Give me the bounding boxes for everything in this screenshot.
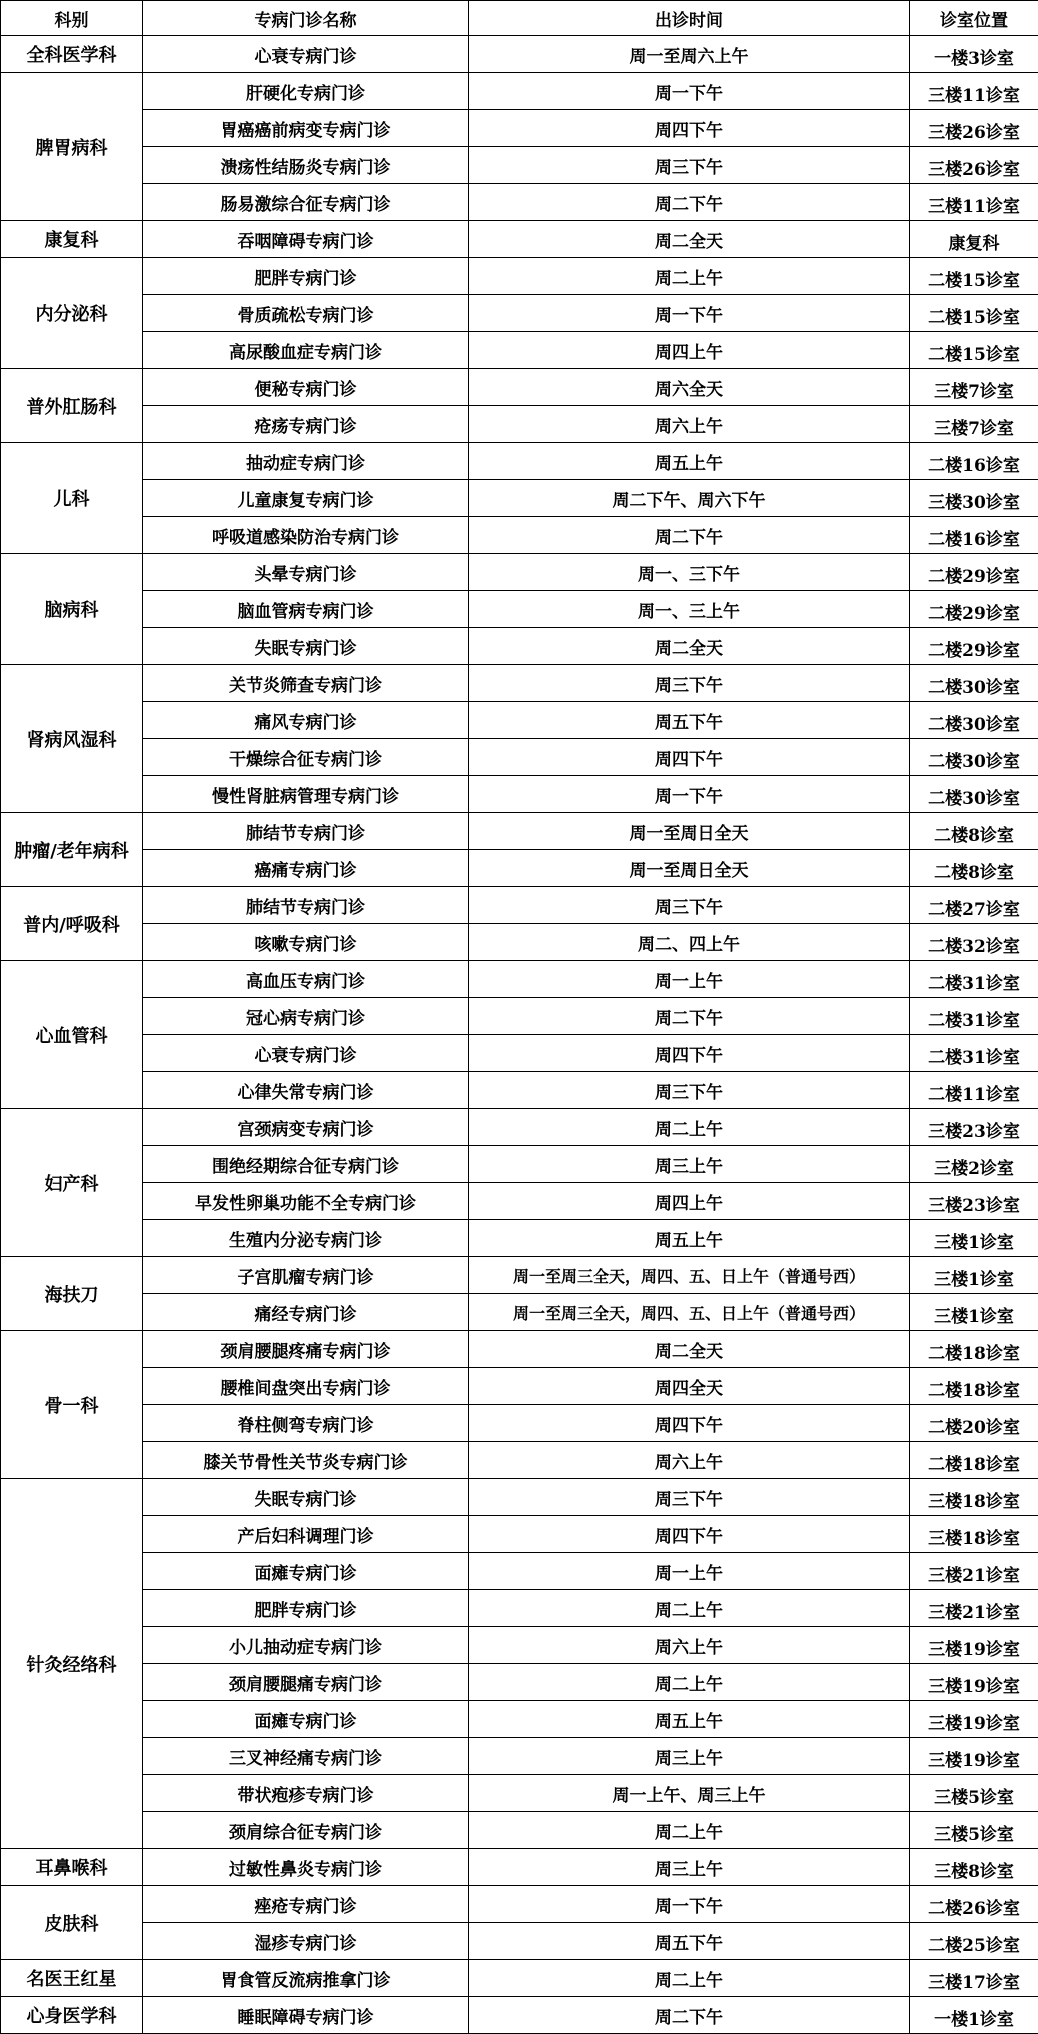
room-location-cell: 二楼26诊室 bbox=[910, 1886, 1038, 1923]
department-cell: 儿科 bbox=[1, 443, 143, 554]
clinic-name-cell: 疮疡专病门诊 bbox=[143, 406, 469, 443]
clinic-time-cell: 周四下午 bbox=[469, 1516, 910, 1553]
table-row bbox=[1, 1072, 1038, 1109]
clinic-time-cell: 周一至周日全天 bbox=[469, 813, 910, 850]
clinic-name-cell: 冠心病专病门诊 bbox=[143, 998, 469, 1035]
room-location-cell: 二楼31诊室 bbox=[910, 961, 1038, 998]
clinic-name-cell: 宫颈病变专病门诊 bbox=[143, 1109, 469, 1146]
room-location-cell: 三楼1诊室 bbox=[910, 1257, 1038, 1294]
department-cell: 普内/呼吸科 bbox=[1, 887, 143, 961]
clinic-time-cell: 周二上午 bbox=[469, 1590, 910, 1627]
room-location-cell: 三楼19诊室 bbox=[910, 1701, 1038, 1738]
clinic-name-cell: 痛风专病门诊 bbox=[143, 702, 469, 739]
clinic-time-cell: 周四全天 bbox=[469, 1368, 910, 1405]
clinic-name-cell: 肺结节专病门诊 bbox=[143, 887, 469, 924]
table-row bbox=[1, 295, 1038, 332]
department-cell: 骨一科 bbox=[1, 1331, 143, 1479]
table-row bbox=[1, 258, 1038, 295]
room-location-cell: 一楼3诊室 bbox=[910, 36, 1038, 73]
clinic-time-cell: 周二下午 bbox=[469, 184, 910, 221]
clinic-time-cell: 周三上午 bbox=[469, 1146, 910, 1183]
department-cell: 心身医学科 bbox=[1, 1997, 143, 2034]
table-row bbox=[1, 1590, 1038, 1627]
table-row bbox=[1, 369, 1038, 406]
header-clinic-time: 出诊时间 bbox=[469, 1, 910, 36]
clinic-time-cell: 周四下午 bbox=[469, 1035, 910, 1072]
room-location-cell: 二楼30诊室 bbox=[910, 702, 1038, 739]
clinic-time-cell: 周二上午 bbox=[469, 1109, 910, 1146]
table-row bbox=[1, 517, 1038, 554]
clinic-name-cell: 癌痛专病门诊 bbox=[143, 850, 469, 887]
clinic-time-cell: 周一下午 bbox=[469, 1886, 910, 1923]
room-location-cell: 康复科 bbox=[910, 221, 1038, 258]
department-cell: 针灸经络科 bbox=[1, 1479, 143, 1849]
clinic-name-cell: 小儿抽动症专病门诊 bbox=[143, 1627, 469, 1664]
header-department: 科别 bbox=[1, 1, 143, 36]
table-row bbox=[1, 1220, 1038, 1257]
clinic-name-cell: 肝硬化专病门诊 bbox=[143, 73, 469, 110]
clinic-name-cell: 胃癌癌前病变专病门诊 bbox=[143, 110, 469, 147]
clinic-time-cell: 周六上午 bbox=[469, 1442, 910, 1479]
clinic-name-cell: 失眠专病门诊 bbox=[143, 628, 469, 665]
room-location-cell: 二楼29诊室 bbox=[910, 554, 1038, 591]
clinic-name-cell: 产后妇科调理门诊 bbox=[143, 1516, 469, 1553]
department-cell: 康复科 bbox=[1, 221, 143, 258]
room-location-cell: 三楼5诊室 bbox=[910, 1812, 1038, 1849]
department-cell: 皮肤科 bbox=[1, 1886, 143, 1960]
clinic-name-cell: 三叉神经痛专病门诊 bbox=[143, 1738, 469, 1775]
table-row bbox=[1, 850, 1038, 887]
table-row bbox=[1, 1886, 1038, 1923]
department-cell: 海扶刀 bbox=[1, 1257, 143, 1331]
clinic-name-cell: 湿疹专病门诊 bbox=[143, 1923, 469, 1960]
room-location-cell: 三楼19诊室 bbox=[910, 1664, 1038, 1701]
room-location-cell: 二楼16诊室 bbox=[910, 517, 1038, 554]
header-row bbox=[1, 1, 1038, 36]
room-location-cell: 二楼18诊室 bbox=[910, 1331, 1038, 1368]
clinic-name-cell: 儿童康复专病门诊 bbox=[143, 480, 469, 517]
clinic-time-cell: 周二下午 bbox=[469, 998, 910, 1035]
room-location-cell: 三楼26诊室 bbox=[910, 147, 1038, 184]
clinic-time-cell: 周四下午 bbox=[469, 1405, 910, 1442]
table-row bbox=[1, 36, 1038, 73]
clinic-time-cell: 周一至周日全天 bbox=[469, 850, 910, 887]
table-row bbox=[1, 554, 1038, 591]
room-location-cell: 二楼8诊室 bbox=[910, 813, 1038, 850]
clinic-time-cell: 周一上午、周三上午 bbox=[469, 1775, 910, 1812]
table-row bbox=[1, 1553, 1038, 1590]
clinic-time-cell: 周一至周六上午 bbox=[469, 36, 910, 73]
clinic-time-cell: 周一上午 bbox=[469, 1553, 910, 1590]
clinic-time-cell: 周五上午 bbox=[469, 1701, 910, 1738]
clinic-name-cell: 腰椎间盘突出专病门诊 bbox=[143, 1368, 469, 1405]
clinic-name-cell: 心衰专病门诊 bbox=[143, 36, 469, 73]
clinic-time-cell: 周二全天 bbox=[469, 628, 910, 665]
clinic-name-cell: 过敏性鼻炎专病门诊 bbox=[143, 1849, 469, 1886]
clinic-time-cell: 周一下午 bbox=[469, 295, 910, 332]
clinic-name-cell: 膝关节骨性关节炎专病门诊 bbox=[143, 1442, 469, 1479]
table-row bbox=[1, 776, 1038, 813]
room-location-cell: 二楼30诊室 bbox=[910, 739, 1038, 776]
room-location-cell: 二楼18诊室 bbox=[910, 1368, 1038, 1405]
table-row bbox=[1, 1738, 1038, 1775]
department-cell: 名医王红星 bbox=[1, 1960, 143, 1997]
table-row bbox=[1, 480, 1038, 517]
room-location-cell: 二楼15诊室 bbox=[910, 258, 1038, 295]
clinic-time-cell: 周六全天 bbox=[469, 369, 910, 406]
table-row bbox=[1, 1664, 1038, 1701]
department-cell: 心血管科 bbox=[1, 961, 143, 1109]
clinic-time-cell: 周二全天 bbox=[469, 1331, 910, 1368]
department-cell: 肾病风湿科 bbox=[1, 665, 143, 813]
clinic-name-cell: 骨质疏松专病门诊 bbox=[143, 295, 469, 332]
clinic-time-cell: 周三下午 bbox=[469, 147, 910, 184]
room-location-cell: 三楼18诊室 bbox=[910, 1479, 1038, 1516]
clinic-name-cell: 头晕专病门诊 bbox=[143, 554, 469, 591]
clinic-time-cell: 周二下午 bbox=[469, 1997, 910, 2034]
clinic-time-cell: 周二上午 bbox=[469, 1812, 910, 1849]
table-row bbox=[1, 1109, 1038, 1146]
room-location-cell: 三楼1诊室 bbox=[910, 1220, 1038, 1257]
table-row bbox=[1, 1997, 1038, 2034]
department-cell: 脑病科 bbox=[1, 554, 143, 665]
table-row bbox=[1, 1146, 1038, 1183]
header-room-location: 诊室位置 bbox=[910, 1, 1038, 36]
room-location-cell: 二楼25诊室 bbox=[910, 1923, 1038, 1960]
table-row bbox=[1, 184, 1038, 221]
table-row bbox=[1, 443, 1038, 480]
table-row bbox=[1, 628, 1038, 665]
table-row bbox=[1, 1331, 1038, 1368]
clinic-time-cell: 周五下午 bbox=[469, 1923, 910, 1960]
table-row bbox=[1, 1442, 1038, 1479]
room-location-cell: 三楼19诊室 bbox=[910, 1627, 1038, 1664]
clinic-time-cell: 周二上午 bbox=[469, 1664, 910, 1701]
clinic-time-cell: 周一下午 bbox=[469, 776, 910, 813]
table-row bbox=[1, 813, 1038, 850]
clinic-name-cell: 高血压专病门诊 bbox=[143, 961, 469, 998]
clinic-name-cell: 早发性卵巢功能不全专病门诊 bbox=[143, 1183, 469, 1220]
room-location-cell: 二楼27诊室 bbox=[910, 887, 1038, 924]
clinic-name-cell: 肥胖专病门诊 bbox=[143, 1590, 469, 1627]
clinic-name-cell: 心衰专病门诊 bbox=[143, 1035, 469, 1072]
table-row bbox=[1, 887, 1038, 924]
clinic-time-cell: 周五上午 bbox=[469, 443, 910, 480]
room-location-cell: 二楼15诊室 bbox=[910, 295, 1038, 332]
clinic-time-cell: 周四上午 bbox=[469, 332, 910, 369]
table-row bbox=[1, 221, 1038, 258]
clinic-time-cell: 周三下午 bbox=[469, 887, 910, 924]
room-location-cell: 二楼29诊室 bbox=[910, 591, 1038, 628]
room-location-cell: 三楼23诊室 bbox=[910, 1109, 1038, 1146]
clinic-time-cell: 周四下午 bbox=[469, 110, 910, 147]
table-row bbox=[1, 998, 1038, 1035]
table-row bbox=[1, 110, 1038, 147]
table-row bbox=[1, 1849, 1038, 1886]
header-clinic-name: 专病门诊名称 bbox=[143, 1, 469, 36]
clinic-name-cell: 脑血管病专病门诊 bbox=[143, 591, 469, 628]
clinic-name-cell: 胃食管反流病推拿门诊 bbox=[143, 1960, 469, 1997]
clinic-name-cell: 脊柱侧弯专病门诊 bbox=[143, 1405, 469, 1442]
clinic-time-cell: 周二下午 bbox=[469, 517, 910, 554]
clinic-name-cell: 呼吸道感染防治专病门诊 bbox=[143, 517, 469, 554]
clinic-time-cell: 周二、四上午 bbox=[469, 924, 910, 961]
clinic-time-cell: 周三上午 bbox=[469, 1738, 910, 1775]
table-row bbox=[1, 73, 1038, 110]
room-location-cell: 三楼5诊室 bbox=[910, 1775, 1038, 1812]
department-cell: 内分泌科 bbox=[1, 258, 143, 369]
clinic-time-cell: 周五上午 bbox=[469, 1220, 910, 1257]
clinic-name-cell: 颈肩综合征专病门诊 bbox=[143, 1812, 469, 1849]
table-row bbox=[1, 406, 1038, 443]
table-row bbox=[1, 1035, 1038, 1072]
department-cell: 耳鼻喉科 bbox=[1, 1849, 143, 1886]
clinic-name-cell: 慢性肾脏病管理专病门诊 bbox=[143, 776, 469, 813]
department-cell: 全科医学科 bbox=[1, 36, 143, 73]
clinic-time-cell: 周四下午 bbox=[469, 739, 910, 776]
room-location-cell: 二楼11诊室 bbox=[910, 1072, 1038, 1109]
room-location-cell: 三楼23诊室 bbox=[910, 1183, 1038, 1220]
clinic-time-cell: 周二上午 bbox=[469, 1960, 910, 1997]
clinic-time-cell: 周三上午 bbox=[469, 1849, 910, 1886]
table-row bbox=[1, 739, 1038, 776]
clinic-name-cell: 面瘫专病门诊 bbox=[143, 1701, 469, 1738]
clinic-time-cell: 周六上午 bbox=[469, 1627, 910, 1664]
room-location-cell: 三楼8诊室 bbox=[910, 1849, 1038, 1886]
room-location-cell: 二楼8诊室 bbox=[910, 850, 1038, 887]
clinic-name-cell: 子宫肌瘤专病门诊 bbox=[143, 1257, 469, 1294]
clinic-name-cell: 痤疮专病门诊 bbox=[143, 1886, 469, 1923]
room-location-cell: 二楼32诊室 bbox=[910, 924, 1038, 961]
room-location-cell: 一楼1诊室 bbox=[910, 1997, 1038, 2034]
department-cell: 普外肛肠科 bbox=[1, 369, 143, 443]
table-row bbox=[1, 591, 1038, 628]
clinic-name-cell: 睡眠障碍专病门诊 bbox=[143, 1997, 469, 2034]
clinic-time-cell: 周五下午 bbox=[469, 702, 910, 739]
clinic-name-cell: 抽动症专病门诊 bbox=[143, 443, 469, 480]
clinic-name-cell: 吞咽障碍专病门诊 bbox=[143, 221, 469, 258]
room-location-cell: 二楼18诊室 bbox=[910, 1442, 1038, 1479]
clinic-name-cell: 面瘫专病门诊 bbox=[143, 1553, 469, 1590]
clinic-time-cell: 周四上午 bbox=[469, 1183, 910, 1220]
clinic-name-cell: 颈肩腰腿疼痛专病门诊 bbox=[143, 1331, 469, 1368]
room-location-cell: 二楼16诊室 bbox=[910, 443, 1038, 480]
table-row bbox=[1, 1960, 1038, 1997]
clinic-time-cell: 周一下午 bbox=[469, 73, 910, 110]
table-row bbox=[1, 1368, 1038, 1405]
table-row bbox=[1, 1479, 1038, 1516]
room-location-cell: 三楼21诊室 bbox=[910, 1553, 1038, 1590]
table-row bbox=[1, 1627, 1038, 1664]
clinic-time-cell: 周一上午 bbox=[469, 961, 910, 998]
room-location-cell: 三楼30诊室 bbox=[910, 480, 1038, 517]
table-row bbox=[1, 332, 1038, 369]
clinic-name-cell: 高尿酸血症专病门诊 bbox=[143, 332, 469, 369]
table-row bbox=[1, 961, 1038, 998]
room-location-cell: 三楼19诊室 bbox=[910, 1738, 1038, 1775]
room-location-cell: 二楼15诊室 bbox=[910, 332, 1038, 369]
table-row bbox=[1, 1405, 1038, 1442]
clinic-name-cell: 痛经专病门诊 bbox=[143, 1294, 469, 1331]
table-row bbox=[1, 1257, 1038, 1294]
clinic-time-cell: 周三下午 bbox=[469, 665, 910, 702]
clinic-time-cell: 周三下午 bbox=[469, 1479, 910, 1516]
room-location-cell: 三楼7诊室 bbox=[910, 369, 1038, 406]
room-location-cell: 三楼17诊室 bbox=[910, 1960, 1038, 1997]
room-location-cell: 三楼21诊室 bbox=[910, 1590, 1038, 1627]
clinic-time-cell: 周一、三上午 bbox=[469, 591, 910, 628]
table-row bbox=[1, 702, 1038, 739]
room-location-cell: 三楼11诊室 bbox=[910, 73, 1038, 110]
clinic-name-cell: 生殖内分泌专病门诊 bbox=[143, 1220, 469, 1257]
clinic-time-cell: 周二上午 bbox=[469, 258, 910, 295]
table-row bbox=[1, 1701, 1038, 1738]
table-row bbox=[1, 1775, 1038, 1812]
table-row bbox=[1, 1294, 1038, 1331]
clinic-name-cell: 溃疡性结肠炎专病门诊 bbox=[143, 147, 469, 184]
table-row bbox=[1, 1183, 1038, 1220]
clinic-time-cell: 周一至周三全天，周四、五、日上午（普通号西） bbox=[469, 1257, 910, 1294]
clinic-name-cell: 干燥综合征专病门诊 bbox=[143, 739, 469, 776]
table-header bbox=[1, 1, 1038, 36]
clinic-time-cell: 周二全天 bbox=[469, 221, 910, 258]
clinic-name-cell: 肺结节专病门诊 bbox=[143, 813, 469, 850]
department-cell: 妇产科 bbox=[1, 1109, 143, 1257]
clinic-name-cell: 颈肩腰腿痛专病门诊 bbox=[143, 1664, 469, 1701]
clinic-time-cell: 周六上午 bbox=[469, 406, 910, 443]
table-row bbox=[1, 1812, 1038, 1849]
clinic-name-cell: 失眠专病门诊 bbox=[143, 1479, 469, 1516]
clinic-time-cell: 周一至周三全天，周四、五、日上午（普通号西） bbox=[469, 1294, 910, 1331]
room-location-cell: 三楼11诊室 bbox=[910, 184, 1038, 221]
table-body bbox=[1, 36, 1038, 2034]
clinic-name-cell: 带状疱疹专病门诊 bbox=[143, 1775, 469, 1812]
table-row bbox=[1, 1923, 1038, 1960]
room-location-cell: 三楼7诊室 bbox=[910, 406, 1038, 443]
table-row bbox=[1, 665, 1038, 702]
room-location-cell: 二楼30诊室 bbox=[910, 776, 1038, 813]
clinic-name-cell: 咳嗽专病门诊 bbox=[143, 924, 469, 961]
room-location-cell: 二楼30诊室 bbox=[910, 665, 1038, 702]
clinic-time-cell: 周一、三下午 bbox=[469, 554, 910, 591]
department-cell: 肿瘤/老年病科 bbox=[1, 813, 143, 887]
room-location-cell: 三楼18诊室 bbox=[910, 1516, 1038, 1553]
clinic-name-cell: 围绝经期综合征专病门诊 bbox=[143, 1146, 469, 1183]
room-location-cell: 二楼31诊室 bbox=[910, 998, 1038, 1035]
table-row bbox=[1, 924, 1038, 961]
room-location-cell: 二楼31诊室 bbox=[910, 1035, 1038, 1072]
clinic-time-cell: 周二下午、周六下午 bbox=[469, 480, 910, 517]
room-location-cell: 二楼20诊室 bbox=[910, 1405, 1038, 1442]
table-row bbox=[1, 147, 1038, 184]
table-row bbox=[1, 1516, 1038, 1553]
room-location-cell: 三楼1诊室 bbox=[910, 1294, 1038, 1331]
clinic-name-cell: 心律失常专病门诊 bbox=[143, 1072, 469, 1109]
clinic-time-cell: 周三下午 bbox=[469, 1072, 910, 1109]
clinic-name-cell: 肥胖专病门诊 bbox=[143, 258, 469, 295]
room-location-cell: 三楼2诊室 bbox=[910, 1146, 1038, 1183]
clinic-name-cell: 便秘专病门诊 bbox=[143, 369, 469, 406]
department-cell: 脾胃病科 bbox=[1, 73, 143, 221]
clinic-name-cell: 肠易激综合征专病门诊 bbox=[143, 184, 469, 221]
room-location-cell: 三楼26诊室 bbox=[910, 110, 1038, 147]
room-location-cell: 二楼29诊室 bbox=[910, 628, 1038, 665]
clinic-name-cell: 关节炎筛查专病门诊 bbox=[143, 665, 469, 702]
